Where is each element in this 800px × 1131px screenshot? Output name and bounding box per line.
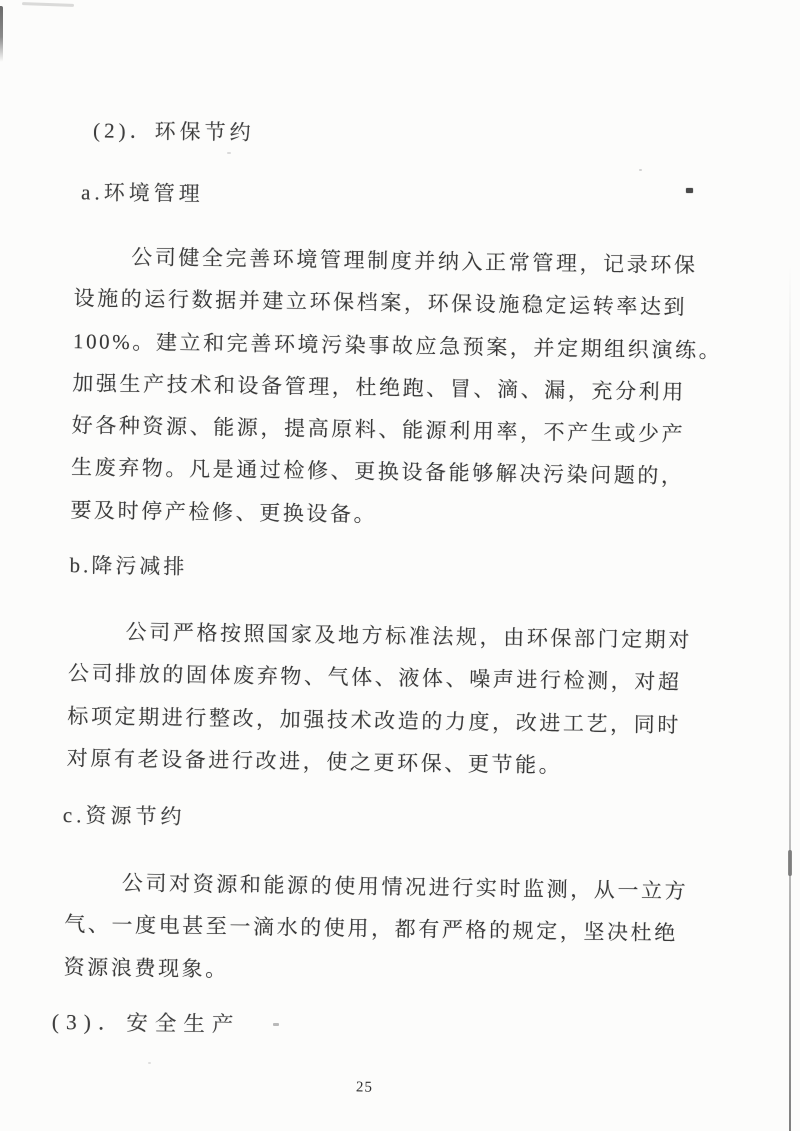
section-heading-3-production-safety: (3)．安全生产 — [51, 1009, 241, 1037]
subheading-b-pollution-reduction: b.降污减排 — [69, 553, 188, 579]
paragraph-environment-management — [70, 235, 734, 541]
scan-artifact-right-edge-dark-spot — [788, 850, 792, 876]
paragraph-line: 加强生产技术和设备管理，杜绝跑、冒、滴、漏，充分利用 — [72, 371, 687, 405]
section-heading-2-environmental-saving: (2)．环保节约 — [92, 118, 255, 145]
paragraph-line: 资源浪费现象。 — [63, 954, 230, 982]
paragraph-pollution-reduction — [66, 610, 728, 789]
paragraph-line: 标项定期进行整改，加强技术改造的力度，改进工艺，同时 — [67, 703, 682, 737]
paragraph-line: 设施的运行数据并建立环保档案，环保设施稳定运转率达到 — [73, 286, 688, 320]
paragraph-line: 公司排放的固体废弃物、气体、液体、噪声进行检测，对超 — [67, 661, 682, 695]
paragraph-line: 对原有老设备进行改进，使之更环保、更节能。 — [66, 745, 563, 778]
paragraph-line: 要及时停产检修、更换设备。 — [70, 497, 378, 527]
scan-artifact-right-edge-line — [789, 265, 791, 1131]
scan-artifact-speck — [639, 169, 642, 171]
subheading-a-environment-management: a.环境管理 — [80, 180, 204, 207]
paragraph-line: 气、一度电甚至一滴水的使用，都有严格的规定，坚决杜绝 — [64, 912, 679, 946]
paragraph-line: 公司严格按照国家及地方标准法规，由环保部门定期对 — [125, 619, 693, 653]
scan-artifact-speck — [148, 1062, 151, 1064]
scan-artifact-speck — [227, 152, 231, 154]
subheading-c-resource-saving: c.资源节约 — [62, 803, 186, 829]
scan-artifact-left-edge — [0, 6, 3, 62]
paragraph-line: 好各种资源、能源，提高原料、能源利用率，不产生或少产 — [71, 413, 686, 447]
paragraph-line: 公司健全完善环境管理制度并纳入正常管理，记录环保 — [131, 244, 698, 278]
paragraph-line: 生废弃物。凡是通过检修、更换设备能够解决污染问题的， — [70, 455, 685, 489]
scan-artifact-speck — [686, 188, 693, 193]
paragraph-resource-saving — [63, 861, 725, 998]
scan-artifact-speck — [273, 1023, 279, 1026]
paragraph-line: 100%。建立和完善环境污染事故应急预案，并定期组织演练。 — [72, 328, 723, 363]
paragraph-line: 公司对资源和能源的使用情况进行实时监测，从一立方 — [121, 870, 689, 904]
page-number: 25 — [355, 1079, 374, 1096]
